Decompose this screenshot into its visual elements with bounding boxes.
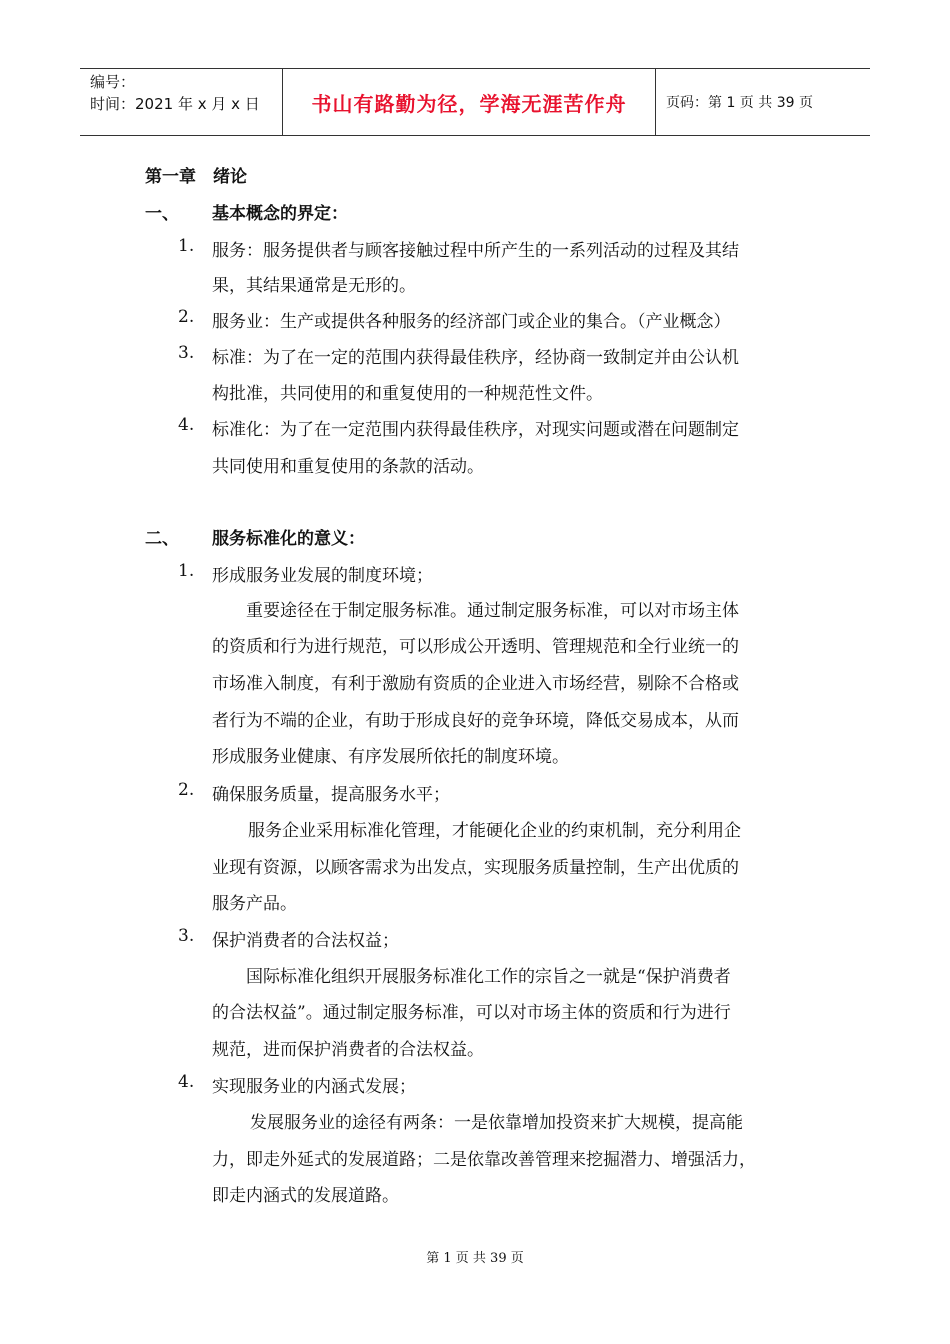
s1-item-3-line-1: 标准：为了在一定的范围内获得最佳秩序，经协商一致制定并由公认机 (212, 348, 739, 368)
s1-item-2-number: 2. (178, 307, 195, 327)
s1-item-1-line-1: 服务：服务提供者与顾客接触过程中所产生的一系列活动的过程及其结 (212, 241, 739, 261)
s2-item-1-number: 1. (178, 561, 195, 581)
s1-item-4-line-2: 共同使用和重复使用的条款的活动。 (212, 457, 484, 477)
header-left-cell (80, 69, 282, 135)
s1-item-3-line-2: 构批准，共同使用的和重复使用的一种规范性文件。 (212, 384, 603, 404)
page-footer: 第 1 页 共 39 页 (426, 1251, 524, 1266)
date-label: 时间：2021 年 x 月 x 日 (90, 95, 260, 113)
s2-item-1-line-1: 重要途径在于制定服务标准。通过制定服务标准，可以对市场主体 (246, 601, 739, 621)
header-motto: 书山有路勤为径，学海无涯苦作舟 (282, 69, 656, 135)
s1-item-2-line-1: 服务业：生产或提供各种服务的经济部门或企业的集合。（产业概念） (212, 312, 731, 332)
section-1-title: 基本概念的界定： (212, 204, 348, 224)
page-header (80, 68, 870, 136)
s2-item-2-number: 2. (178, 780, 195, 800)
s2-item-3-number: 3. (178, 926, 195, 946)
s1-item-3-number: 3. (178, 343, 195, 363)
serial-label: 编号： (90, 73, 136, 91)
s2-item-1-line-3: 市场准入制度，有利于激励有资质的企业进入市场经营，剔除不合格或 (212, 674, 739, 694)
chapter-title: 第一章 绪论 (145, 167, 247, 187)
s1-item-1-number: 1. (178, 236, 195, 256)
s1-item-1-line-2: 果，其结果通常是无形的。 (212, 276, 416, 296)
s2-item-1-line-5: 形成服务业健康、有序发展所依托的制度环境。 (212, 747, 569, 767)
s2-item-4-title: 实现服务业的内涵式发展； (212, 1077, 416, 1097)
header-page-info: 页码：第 1 页 共 39 页 (666, 95, 813, 111)
s2-item-4-line-1: 发展服务业的途径有两条：一是依靠增加投资来扩大规模，提高能 (250, 1113, 743, 1133)
s2-item-1-line-4: 者行为不端的企业，有助于形成良好的竞争环境，降低交易成本，从而 (212, 711, 739, 731)
section-2-title: 服务标准化的意义： (212, 529, 365, 549)
s2-item-1-line-2: 的资质和行为进行规范，可以形成公开透明、管理规范和全行业统一的 (212, 637, 739, 657)
s2-item-1-title: 形成服务业发展的制度环境； (212, 566, 433, 586)
s2-item-2-line-1: 服务企业采用标准化管理，才能硬化企业的约束机制，充分利用企 (248, 821, 741, 841)
section-1-number: 一、 (145, 204, 179, 224)
s2-item-2-line-3: 服务产品。 (212, 894, 297, 914)
section-2-number: 二、 (145, 529, 179, 549)
s2-item-2-title: 确保服务质量，提高服务水平； (212, 785, 450, 805)
s1-item-4-line-1: 标准化：为了在一定范围内获得最佳秩序，对现实问题或潜在问题制定 (212, 420, 739, 440)
s2-item-2-line-2: 业现有资源，以顾客需求为出发点，实现服务质量控制，生产出优质的 (212, 858, 739, 878)
s2-item-4-number: 4. (178, 1072, 195, 1092)
s2-item-3-line-2: 的合法权益”。通过制定服务标准，可以对市场主体的资质和行为进行 (212, 1003, 731, 1023)
s1-item-4-number: 4. (178, 415, 195, 435)
s2-item-3-line-3: 规范，进而保护消费者的合法权益。 (212, 1040, 484, 1060)
s2-item-3-title: 保护消费者的合法权益； (212, 931, 399, 951)
s2-item-4-line-3: 即走内涵式的发展道路。 (212, 1186, 399, 1206)
s2-item-3-line-1: 国际标准化组织开展服务标准化工作的宗旨之一就是“保护消费者 (246, 967, 731, 987)
s2-item-4-line-2: 力，即走外延式的发展道路；二是依靠改善管理来挖掘潜力、增强活力， (212, 1150, 756, 1170)
